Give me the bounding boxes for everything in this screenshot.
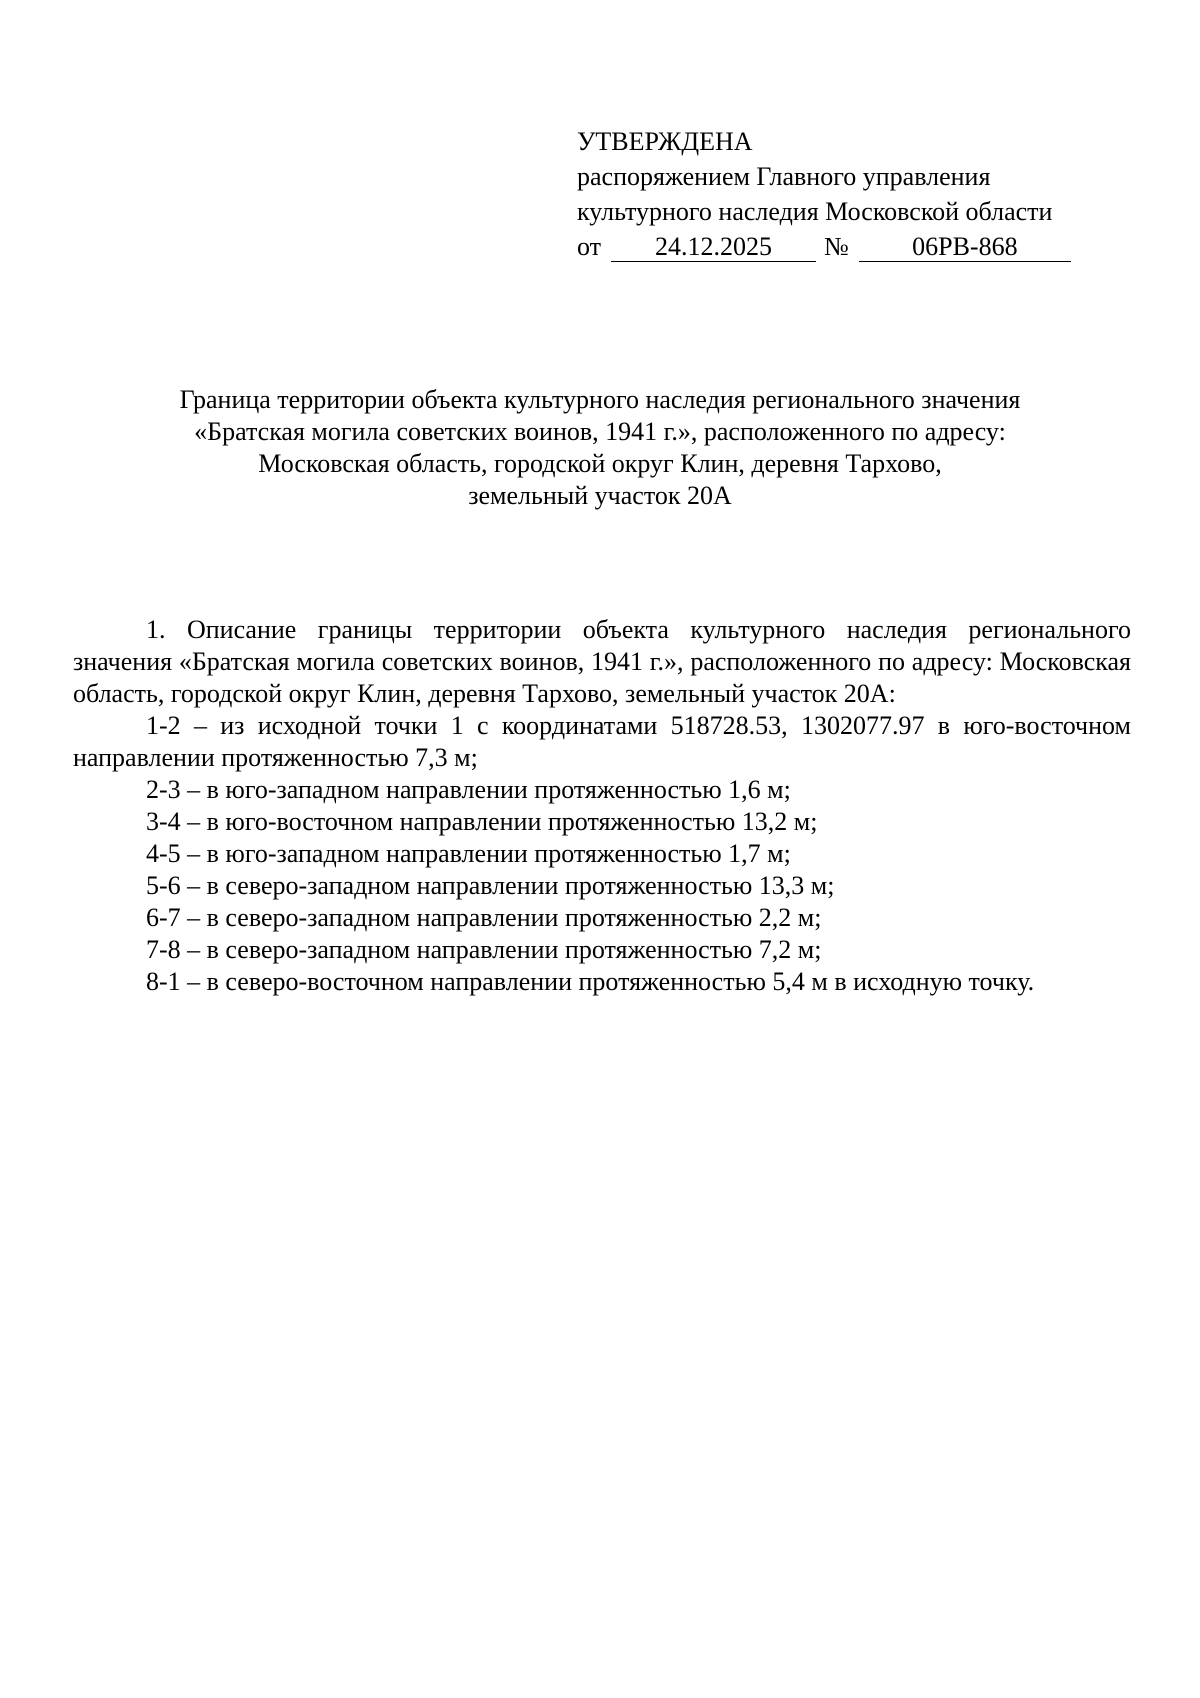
segment-item: 1-2 – из исходной точки 1 с координатами 518728.53, 1302077.97 в юго-восточном направлении протяженностью 7,3 м; bbox=[73, 711, 1131, 772]
approval-line-2: культурного наследия Московской области bbox=[577, 197, 1053, 226]
title-line: земельный участок 20А bbox=[468, 481, 732, 510]
date-value: 24.12.2025 bbox=[611, 233, 816, 262]
document-title bbox=[60, 384, 1140, 512]
title-line: Московская область, городской округ Клин, деревня Тархово, bbox=[258, 449, 942, 478]
date-label: от bbox=[577, 232, 602, 261]
approval-line-1: распоряжением Главного управления bbox=[577, 162, 991, 191]
document-body bbox=[73, 614, 1131, 998]
approval-stamp bbox=[577, 124, 1071, 264]
segment-item: 5-6 – в северо-западном направлении протяженностью 13,3 м; bbox=[146, 871, 835, 900]
segment-item: 7-8 – в северо-западном направлении протяженностью 7,2 м; bbox=[146, 935, 822, 964]
title-line: Граница территории объекта культурного наследия регионального значения bbox=[179, 385, 1021, 414]
boundary-segments bbox=[73, 710, 1131, 998]
segment-item: 3-4 – в юго-восточном направлении протяженностью 13,2 м; bbox=[146, 807, 818, 836]
segment-item: 2-3 – в юго-западном направлении протяженностью 1,6 м; bbox=[146, 775, 791, 804]
approval-reference bbox=[577, 229, 1071, 264]
number-label: № bbox=[824, 232, 849, 261]
title-line: «Братская могила советских воинов, 1941 г.», расположенного по адресу: bbox=[194, 417, 1006, 446]
segment-item: 8-1 – в северо-восточном направлении протяженностью 5,4 м в исходную точку. bbox=[146, 967, 1035, 996]
segment-item: 4-5 – в юго-западном направлении протяженностью 1,7 м; bbox=[146, 839, 791, 868]
number-value: 06РВ-868 bbox=[859, 233, 1071, 262]
segment-item: 6-7 – в северо-западном направлении протяженностью 2,2 м; bbox=[146, 903, 822, 932]
approval-heading: УТВЕРЖДЕНА bbox=[577, 127, 753, 156]
intro-paragraph: 1. Описание границы территории объекта культурного наследия регионального значения «Братская могила советских воинов, 1941 г.», расположенного по адресу: Московская область, городской округ Клин, деревня Тархово, земельный участок 20А: bbox=[73, 615, 1131, 708]
